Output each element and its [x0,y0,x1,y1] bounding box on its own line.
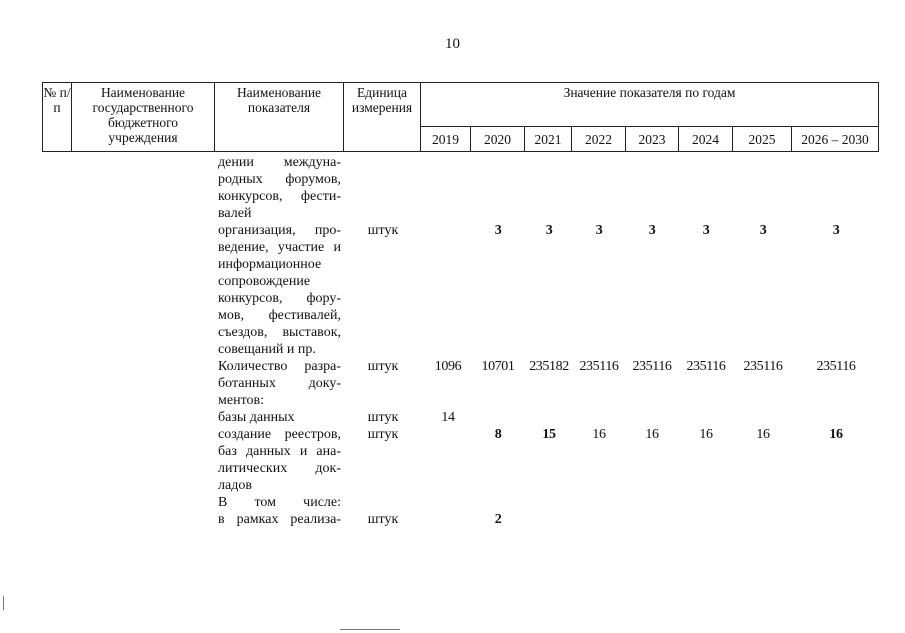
value-cell: 16 [756,427,770,442]
value-cell: 3 [759,223,767,238]
indicator-text-line: базы данных [218,410,295,425]
value-cell: 3 [595,223,603,238]
indicator-text-line: организация, про- [218,223,341,238]
value-cell: 3 [648,223,656,238]
indicator-text-line: создание реестров, [218,427,341,442]
header-year: 2021 [525,127,572,152]
indicator-text-line: дении междуна- [218,155,341,170]
header-year: 2022 [572,127,626,152]
scan-speck [3,596,4,610]
indicator-text-line: В том числе: [218,495,341,510]
indicator-text-line: ладов [218,478,252,493]
value-cell: 235116 [743,359,783,374]
page-number: 10 [445,36,460,52]
unit-cell: штук [367,427,399,442]
indicator-text-line: в рамках реализа- [218,512,341,527]
value-cell: 15 [542,427,556,442]
value-cell: 10701 [481,359,515,374]
value-cell: 16 [829,427,843,442]
value-cell: 3 [702,223,710,238]
unit-cell: штук [367,512,399,527]
indicator-text-line: баз данных и ана- [218,444,341,459]
header-year: 2025 [733,127,792,152]
indicator-text-line: информационное [218,257,322,272]
indicator-text-line: съездов, выставок, [218,325,341,340]
header-year: 2024 [679,127,733,152]
indicator-text-line: литических док- [218,461,341,476]
header-year: 2023 [626,127,679,152]
value-cell: 3 [832,223,840,238]
header-institution: Наименование государственного бюджетного учреждения [72,83,215,152]
value-cell: 2 [494,512,502,527]
unit-cell: штук [367,359,399,374]
indicator-text-line: конкурсов, фору- [218,291,341,306]
value-cell: 3 [545,223,553,238]
unit-cell: штук [367,223,399,238]
indicator-text-line: сопровождение [218,274,311,289]
indicator-text-line: ботанных доку- [218,376,341,391]
unit-cell: штук [367,410,399,425]
header-year: 2020 [471,127,525,152]
value-cell: 16 [699,427,713,442]
value-cell: 3 [494,223,502,238]
indicator-text-line: Количество разра- [218,359,341,374]
value-cell: 14 [441,410,455,425]
value-cell: 235116 [816,359,856,374]
indicator-text-line: родных форумов, [218,172,341,187]
value-cell: 235116 [686,359,726,374]
scan-speck [340,629,400,630]
header-unit: Единица измерения [344,83,421,152]
value-cell: 16 [592,427,606,442]
value-cell: 235116 [632,359,672,374]
table-body [0,152,905,552]
header-indicator: Наименование показателя [215,83,344,152]
value-cell: 16 [645,427,659,442]
header-num: № п/п [43,83,72,152]
table-header [42,82,879,152]
indicator-text-line: мов, фестивалей, [218,308,341,323]
indicator-text-line: ведение, участие и [218,240,341,255]
value-cell: 1096 [434,359,462,374]
indicator-text-line: совещаний и пр. [218,342,316,357]
indicator-text-line: валей [218,206,252,221]
indicator-text-line: ментов: [218,393,264,408]
value-cell: 235116 [579,359,619,374]
indicator-text-line: конкурсов, фести- [218,189,341,204]
header-year: 2019 [421,127,471,152]
header-values-by-year: Значение показателя по годам [421,83,879,127]
value-cell: 8 [494,427,502,442]
header-year: 2026 – 2030 [792,127,879,152]
value-cell: 235182 [529,359,569,374]
